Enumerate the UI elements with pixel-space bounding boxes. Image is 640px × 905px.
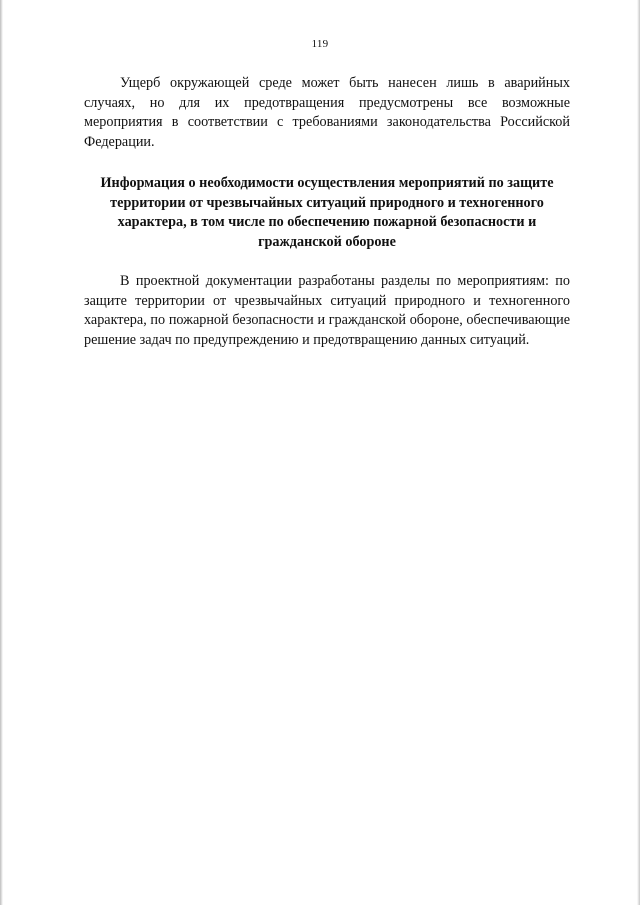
paragraph-environmental-damage: Ущерб окружающей среде может быть нанесен лишь в аварийных случаях, но для их предотвращения предусмотрены все возможные мероприятия в соответствии с требованиями законодательства Российской Федерации.: [84, 75, 570, 150]
paragraph-project-documentation: В проектной документации разработаны разделы по мероприятиям: по защите территории от чрезвычайных ситуаций природного и техногенного характера, по пожарной безопасности и гражданской обороне, обеспечивающие решение задач по предупреждению и предотвращению данных ситуаций.: [84, 273, 570, 348]
scan-edge-left: [0, 0, 3, 905]
section-heading: Информация о необходимости осуществления мероприятий по защите территории от чрезвычайных ситуаций природного и техногенного характера, в том числе по обеспечению пожарной безопасности и гражданской обороне: [100, 175, 554, 250]
document-body: [84, 74, 570, 350]
page-number: 119: [311, 38, 329, 50]
